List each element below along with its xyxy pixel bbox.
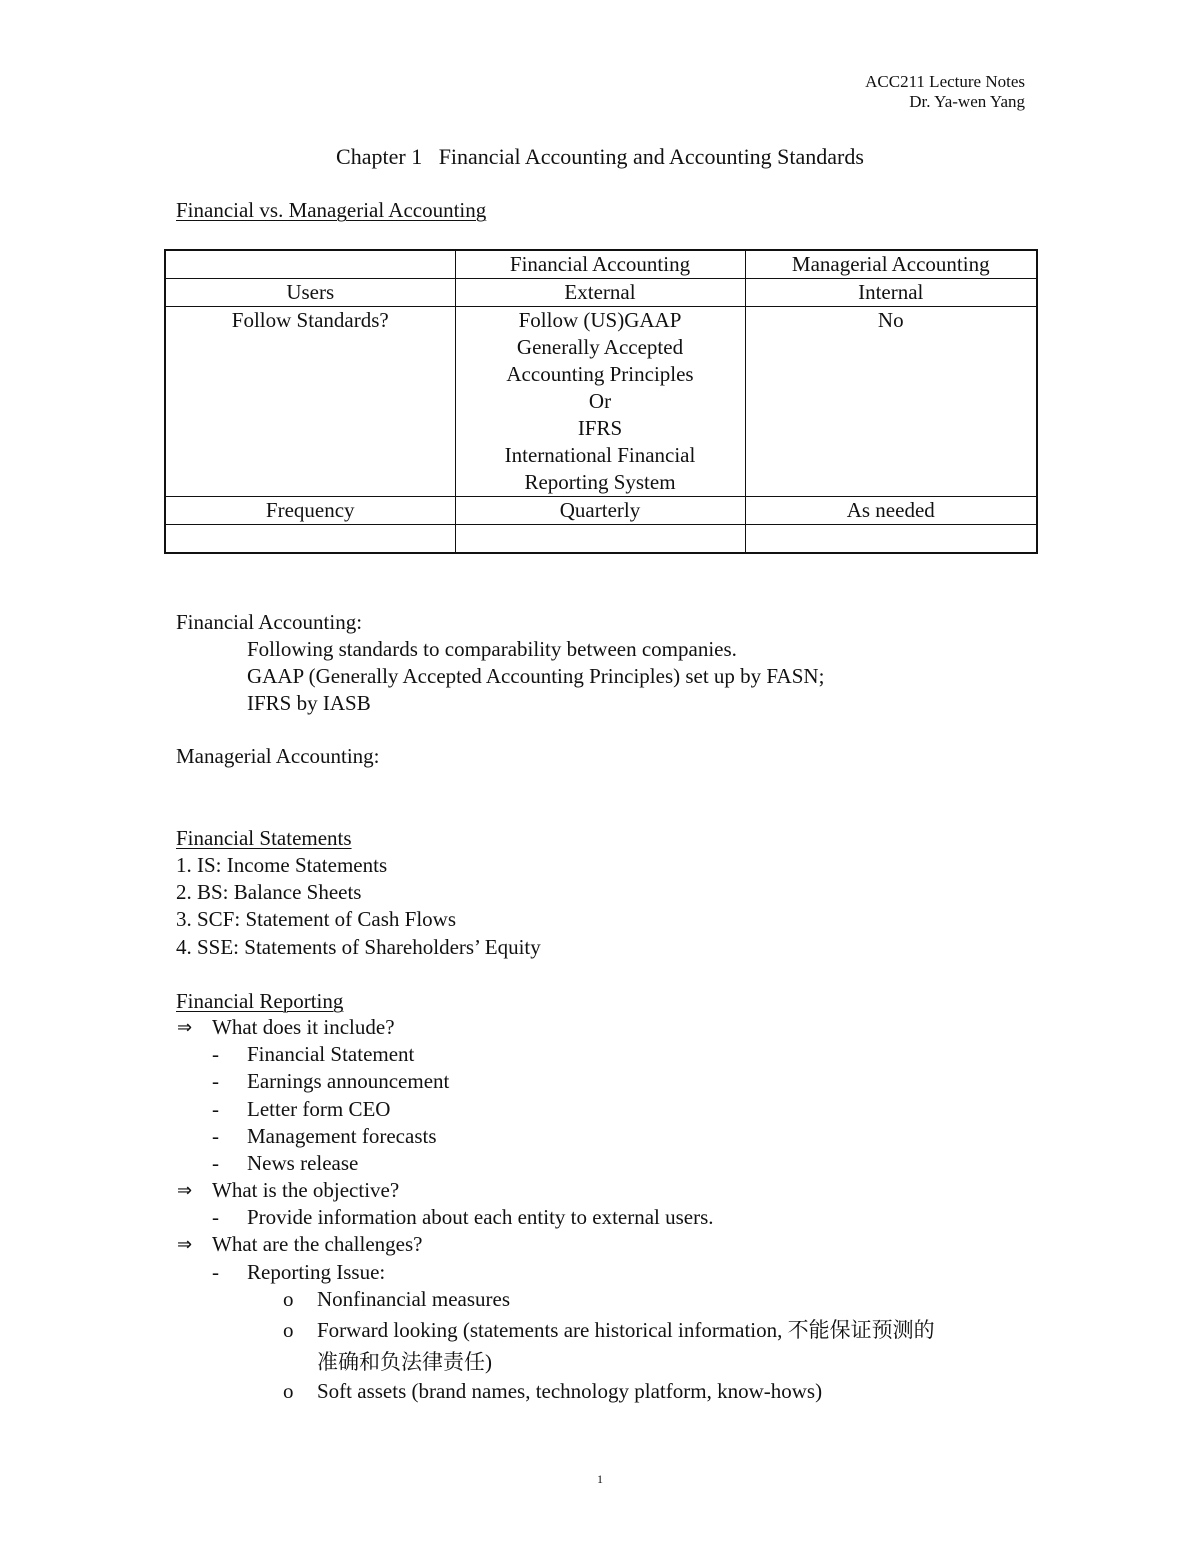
chapter-title: Chapter 1 Financial Accounting and Accounting Standards [336,144,864,169]
reporting-question: What is the objective? [212,1178,400,1202]
table-row [165,497,1037,525]
statement-item: 1. IS: Income Statements [176,853,388,877]
dash-bullet-icon: - [212,1260,219,1284]
list-item: Earnings announcement [247,1069,450,1093]
dash-bullet-icon: - [212,1042,219,1066]
table-row [165,525,1037,554]
comparison-table [164,249,1038,554]
financial-accounting-line: Following standards to comparability between companies. [247,637,737,661]
sub-list-item-continued: 准确和负法律责任) [317,1350,492,1374]
cell-line: International Financial [504,443,696,467]
dash-bullet-icon: - [212,1069,219,1093]
circle-bullet-icon: o [283,1379,294,1403]
list-item: Management forecasts [247,1124,437,1148]
table-cell: As needed [745,497,1037,525]
cell-line: Follow (US)GAAP [518,308,682,332]
list-item: Reporting Issue: [247,1260,386,1284]
table-cell [745,525,1037,554]
table-cell: Internal [745,279,1037,307]
page-number: 1 [597,1472,603,1486]
list-item: Financial Statement [247,1042,415,1066]
table-row-label: Users [165,279,455,307]
sub-list-item: Forward looking (statements are historical information, 不能保证预测的 [317,1318,935,1342]
statement-item: 4. SSE: Statements of Shareholders’ Equity [176,935,541,959]
table-row-label: Frequency [165,497,455,525]
financial-accounting-line: IFRS by IASB [247,691,371,715]
managerial-accounting-heading: Managerial Accounting: [176,744,380,768]
table-row-label: Follow Standards? [165,307,455,497]
cell-line: Or [588,389,612,413]
table-row [165,307,1037,497]
cell-line: IFRS [577,416,623,440]
dash-bullet-icon: - [212,1124,219,1148]
statement-item: 3. SCF: Statement of Cash Flows [176,907,457,931]
cell-line: Generally Accepted [516,335,684,359]
arrow-bullet-icon: ⇒ [177,1234,193,1255]
circle-bullet-icon: o [283,1318,294,1342]
table-header-cell: Managerial Accounting [745,250,1037,279]
course-header: ACC211 Lecture Notes [865,72,1025,91]
dash-bullet-icon: - [212,1205,219,1229]
arrow-bullet-icon: ⇒ [177,1017,193,1038]
table-header-cell [165,250,455,279]
sub-list-item: Nonfinancial measures [317,1287,511,1311]
table-cell: External [455,279,745,307]
list-item: News release [247,1151,359,1175]
financial-reporting-heading: Financial Reporting [176,989,344,1013]
cell-line: Accounting Principles [506,362,694,386]
list-item: Provide information about each entity to external users. [247,1205,714,1229]
arrow-bullet-icon: ⇒ [177,1180,193,1201]
circle-bullet-icon: o [283,1287,294,1311]
table-cell: Quarterly [455,497,745,525]
comparison-heading: Financial vs. Managerial Accounting [176,198,487,222]
financial-accounting-line: GAAP (Generally Accepted Accounting Principles) set up by FASN; [247,664,825,688]
table-cell [455,525,745,554]
dash-bullet-icon: - [212,1097,219,1121]
reporting-question: What does it include? [212,1015,395,1039]
financial-accounting-heading: Financial Accounting: [176,610,363,634]
table-row-label [165,525,455,554]
list-item: Letter form CEO [247,1097,391,1121]
table-cell [455,307,745,497]
author-header: Dr. Ya-wen Yang [909,92,1025,111]
dash-bullet-icon: - [212,1151,219,1175]
sub-list-item: Soft assets (brand names, technology platform, know-hows) [317,1379,823,1403]
table-header-row [165,250,1037,279]
statement-item: 2. BS: Balance Sheets [176,880,362,904]
table-row [165,279,1037,307]
financial-statements-heading: Financial Statements [176,826,352,850]
reporting-question: What are the challenges? [212,1232,423,1256]
table-header-cell: Financial Accounting [455,250,745,279]
cell-line: Reporting System [524,470,676,494]
table-cell: No [745,307,1037,497]
